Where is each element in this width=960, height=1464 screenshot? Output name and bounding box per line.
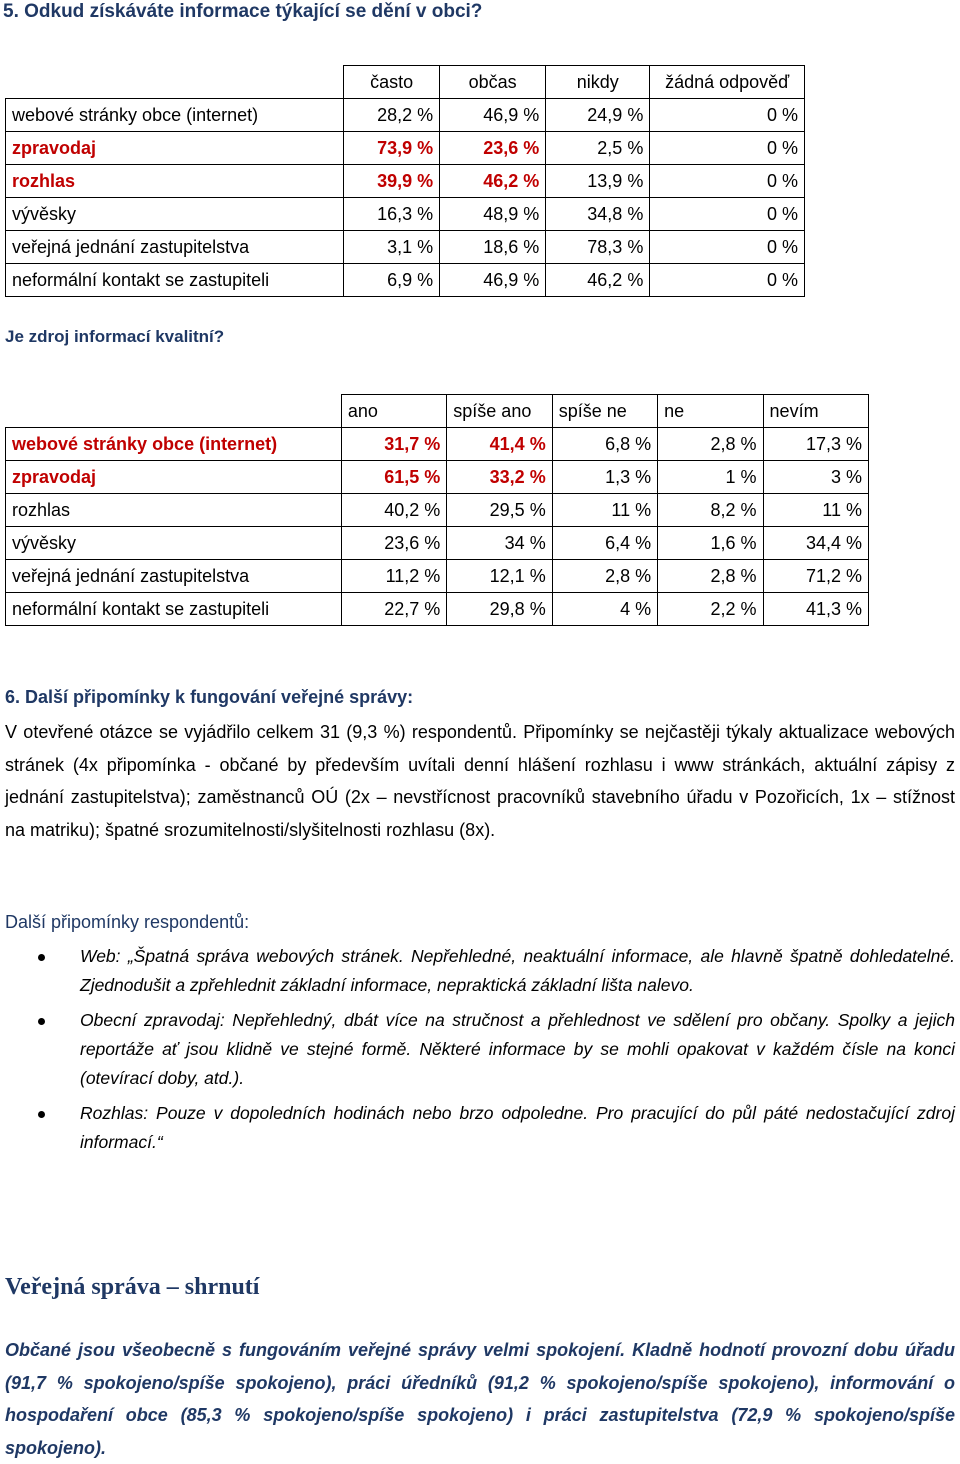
value-cell: 2,2 % (658, 593, 763, 626)
column-header: žádná odpověď (650, 66, 805, 99)
value-cell: 41,4 % (447, 428, 552, 461)
value-cell: 2,8 % (658, 560, 763, 593)
value-cell: 29,8 % (447, 593, 552, 626)
value-cell: 73,9 % (344, 132, 440, 165)
value-cell: 2,5 % (546, 132, 650, 165)
row-label: rozhlas (6, 494, 342, 527)
row-label: rozhlas (6, 165, 344, 198)
section-5-title: 5. Odkud získáváte informace týkající se dění v obci? (3, 1, 483, 22)
responses-title: Další připomínky respondentů: (5, 912, 250, 932)
value-cell: 40,2 % (341, 494, 446, 527)
table-row (6, 428, 869, 461)
value-cell: 2,8 % (552, 560, 657, 593)
table-row (6, 99, 805, 132)
table-header-row (6, 66, 805, 99)
section-6-paragraph: V otevřené otázce se vyjádřilo celkem 31 (9,3 %) respondentů. Připomínky se nejčastěji týkaly aktualizace webových stránek (4x připomínka - občané by především uvítali denní hlášení rozhlasu i www stránkách, aktuální zápisy z jednání zastupitelstva); zaměstnanců OÚ (2x – nevstřícnost pracovníků stavebního úřadu v Pozořicích, 1x – stížnost na matriku); špatné srozumitelnosti/slyšitelnosti rozhlasu (8x). (5, 722, 955, 840)
list-item (0, 942, 955, 1000)
table-row (6, 494, 869, 527)
value-cell: 12,1 % (447, 560, 552, 593)
sources-table (5, 65, 805, 297)
column-header: nikdy (546, 66, 650, 99)
value-cell: 0 % (650, 165, 805, 198)
value-cell: 3 % (763, 461, 868, 494)
response-text: Obecní zpravodaj: Nepřehledný, dbát více na stručnost a přehlednost ve sdělení pro občany. Spolky a jejich reportáže ať jsou klidně ve stejné formě. Některé informace by se mohli opakovat v každém čísle na konci (otevírací doby, atd.). (80, 1010, 955, 1088)
value-cell: 1,6 % (658, 527, 763, 560)
responses-list (0, 942, 955, 1163)
value-cell: 48,9 % (440, 198, 546, 231)
value-cell: 24,9 % (546, 99, 650, 132)
value-cell: 0 % (650, 99, 805, 132)
value-cell: 34,8 % (546, 198, 650, 231)
column-header: ne (658, 395, 763, 428)
column-header: nevím (763, 395, 868, 428)
bullet-icon (38, 1018, 45, 1025)
value-cell: 29,5 % (447, 494, 552, 527)
value-cell: 28,2 % (344, 99, 440, 132)
value-cell: 1,3 % (552, 461, 657, 494)
column-header: občas (440, 66, 546, 99)
value-cell: 0 % (650, 264, 805, 297)
value-cell: 4 % (552, 593, 657, 626)
value-cell: 0 % (650, 198, 805, 231)
bullet-icon (38, 1111, 45, 1118)
quality-table (5, 394, 869, 626)
value-cell: 46,2 % (440, 165, 546, 198)
list-item (0, 1006, 955, 1093)
value-cell: 1 % (658, 461, 763, 494)
row-label: veřejná jednání zastupitelstva (6, 231, 344, 264)
row-label: veřejná jednání zastupitelstva (6, 560, 342, 593)
value-cell: 46,9 % (440, 264, 546, 297)
value-cell: 46,9 % (440, 99, 546, 132)
value-cell: 11,2 % (341, 560, 446, 593)
value-cell: 39,9 % (344, 165, 440, 198)
row-label: webové stránky obce (internet) (6, 99, 344, 132)
value-cell: 8,2 % (658, 494, 763, 527)
value-cell: 6,8 % (552, 428, 657, 461)
value-cell: 6,9 % (344, 264, 440, 297)
section-6-title: 6. Další připomínky k fungování veřejné správy: (5, 687, 414, 707)
table-row (6, 527, 869, 560)
value-cell: 0 % (650, 132, 805, 165)
value-cell: 31,7 % (341, 428, 446, 461)
header-blank-cell (6, 66, 344, 99)
column-header: ano (341, 395, 446, 428)
value-cell: 23,6 % (341, 527, 446, 560)
column-header: často (344, 66, 440, 99)
column-header: spíše ano (447, 395, 552, 428)
value-cell: 18,6 % (440, 231, 546, 264)
value-cell: 41,3 % (763, 593, 868, 626)
quality-subtitle: Je zdroj informací kvalitní? (5, 327, 225, 346)
value-cell: 71,2 % (763, 560, 868, 593)
value-cell: 13,9 % (546, 165, 650, 198)
row-label: neformální kontakt se zastupiteli (6, 264, 344, 297)
table-header-row (6, 395, 869, 428)
value-cell: 78,3 % (546, 231, 650, 264)
column-header: spíše ne (552, 395, 657, 428)
value-cell: 61,5 % (341, 461, 446, 494)
table-row (6, 593, 869, 626)
row-label: neformální kontakt se zastupiteli (6, 593, 342, 626)
value-cell: 22,7 % (341, 593, 446, 626)
value-cell: 16,3 % (344, 198, 440, 231)
value-cell: 3,1 % (344, 231, 440, 264)
response-text: Rozhlas: Pouze v dopoledních hodinách nebo brzo odpoledne. Pro pracující do půl páté nedostačující zdroj informací.“ (80, 1103, 955, 1152)
bullet-icon (38, 954, 45, 961)
value-cell: 33,2 % (447, 461, 552, 494)
response-text: Web: „Špatná správa webových stránek. Nepřehledné, neaktuální informace, ale hlavně špatně dohledatelné. Zjednodušit a zpřehlednit základní informace, nepraktická základní lišta nalevo. (80, 946, 955, 995)
list-item (0, 1099, 955, 1157)
table-row (6, 461, 869, 494)
value-cell: 46,2 % (546, 264, 650, 297)
table-row (6, 560, 869, 593)
value-cell: 11 % (763, 494, 868, 527)
row-label: webové stránky obce (internet) (6, 428, 342, 461)
row-label: vývěsky (6, 198, 344, 231)
table-row (6, 198, 805, 231)
value-cell: 34 % (447, 527, 552, 560)
table-row (6, 132, 805, 165)
row-label: vývěsky (6, 527, 342, 560)
value-cell: 34,4 % (763, 527, 868, 560)
table-row (6, 165, 805, 198)
summary-text: Občané jsou všeobecně s fungováním veřejné správy velmi spokojení. Kladně hodnotí provozní dobu úřadu (91,7 % spokojeno/spíše spokojeno), práci úředníků (91,2 % spokojeno/spíše spokojeno), informování o hospodaření obce (85,3 % spokojeno/spíše spokojeno) i práci zastupitelstva (72,9 % spokojeno/spíše spokojeno). (5, 1340, 955, 1458)
value-cell: 0 % (650, 231, 805, 264)
table-row (6, 264, 805, 297)
header-blank-cell (6, 395, 342, 428)
value-cell: 17,3 % (763, 428, 868, 461)
row-label: zpravodaj (6, 461, 342, 494)
value-cell: 23,6 % (440, 132, 546, 165)
row-label: zpravodaj (6, 132, 344, 165)
value-cell: 6,4 % (552, 527, 657, 560)
value-cell: 2,8 % (658, 428, 763, 461)
summary-title: Veřejná správa – shrnutí (5, 1274, 260, 1300)
table-row (6, 231, 805, 264)
value-cell: 11 % (552, 494, 657, 527)
